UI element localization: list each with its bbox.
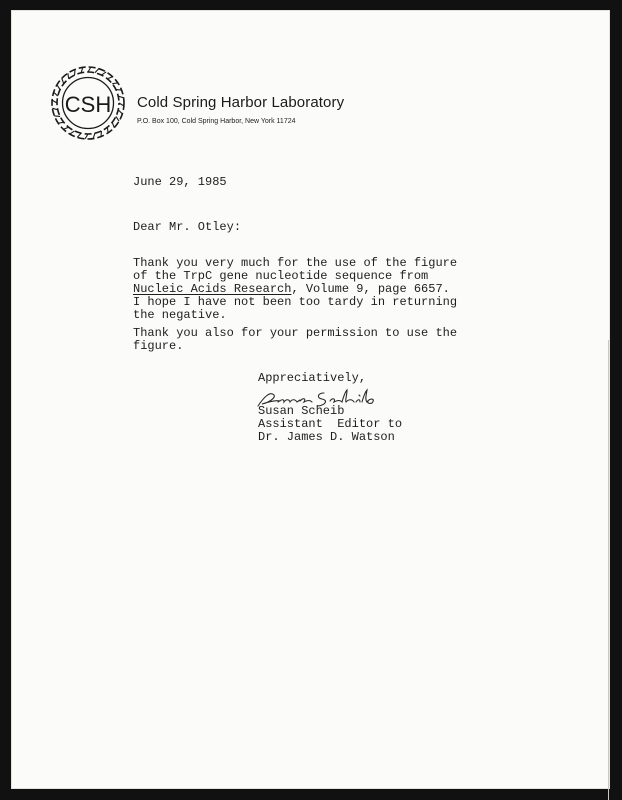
helix-rung xyxy=(95,69,99,73)
para1-line1: Thank you very much for the use of the figure xyxy=(133,256,458,270)
helix-rung xyxy=(77,133,81,137)
helix-rung xyxy=(54,92,58,96)
organization-address: P.O. Box 100, Cold Spring Harbor, New York 11724 xyxy=(137,118,296,125)
helix-rung xyxy=(118,110,122,114)
organization-name: Cold Spring Harbor Laboratory xyxy=(137,94,345,111)
helix-rung xyxy=(70,131,75,134)
signer-title: Assistant Editor to xyxy=(258,417,403,431)
body-paragraph-1 xyxy=(133,257,457,322)
csh-logo-icon xyxy=(47,62,129,144)
helix-rung xyxy=(68,73,69,79)
helix-rung xyxy=(112,122,114,127)
para2-line1: Thank you also for your permission to use the xyxy=(133,326,458,340)
closing: Appreciatively, xyxy=(258,371,367,385)
helix-rung xyxy=(107,77,112,79)
para1-line3-rest: , Volume 9, page 6657. xyxy=(291,282,450,296)
helix-rung xyxy=(57,85,60,90)
para1-line4: I hope I have not been too tardy in returning xyxy=(133,295,458,309)
para2-line2: figure. xyxy=(133,339,184,353)
signer-affiliation: Dr. James D. Watson xyxy=(258,430,395,444)
para1-line5: the negative. xyxy=(133,308,227,322)
helix-rung xyxy=(62,78,64,83)
helix-rung xyxy=(107,127,108,133)
helix-rung xyxy=(63,127,68,129)
helix-rung xyxy=(116,116,119,121)
paper-edge-line xyxy=(608,340,609,800)
para1-line2: of the TrpC gene nucleotide sequence from xyxy=(133,269,429,283)
helix-rung xyxy=(101,72,106,75)
helix-rung xyxy=(58,122,64,123)
signer-name: Susan Scheib xyxy=(258,404,345,418)
journal-title: Nucleic Acids Research xyxy=(133,282,292,296)
logo-text: CSH xyxy=(64,92,112,117)
helix-rung xyxy=(112,83,118,84)
body-paragraph-2 xyxy=(133,327,457,353)
salutation: Dear Mr. Otley: xyxy=(133,220,242,234)
letter-date: June 29, 1985 xyxy=(133,175,227,189)
